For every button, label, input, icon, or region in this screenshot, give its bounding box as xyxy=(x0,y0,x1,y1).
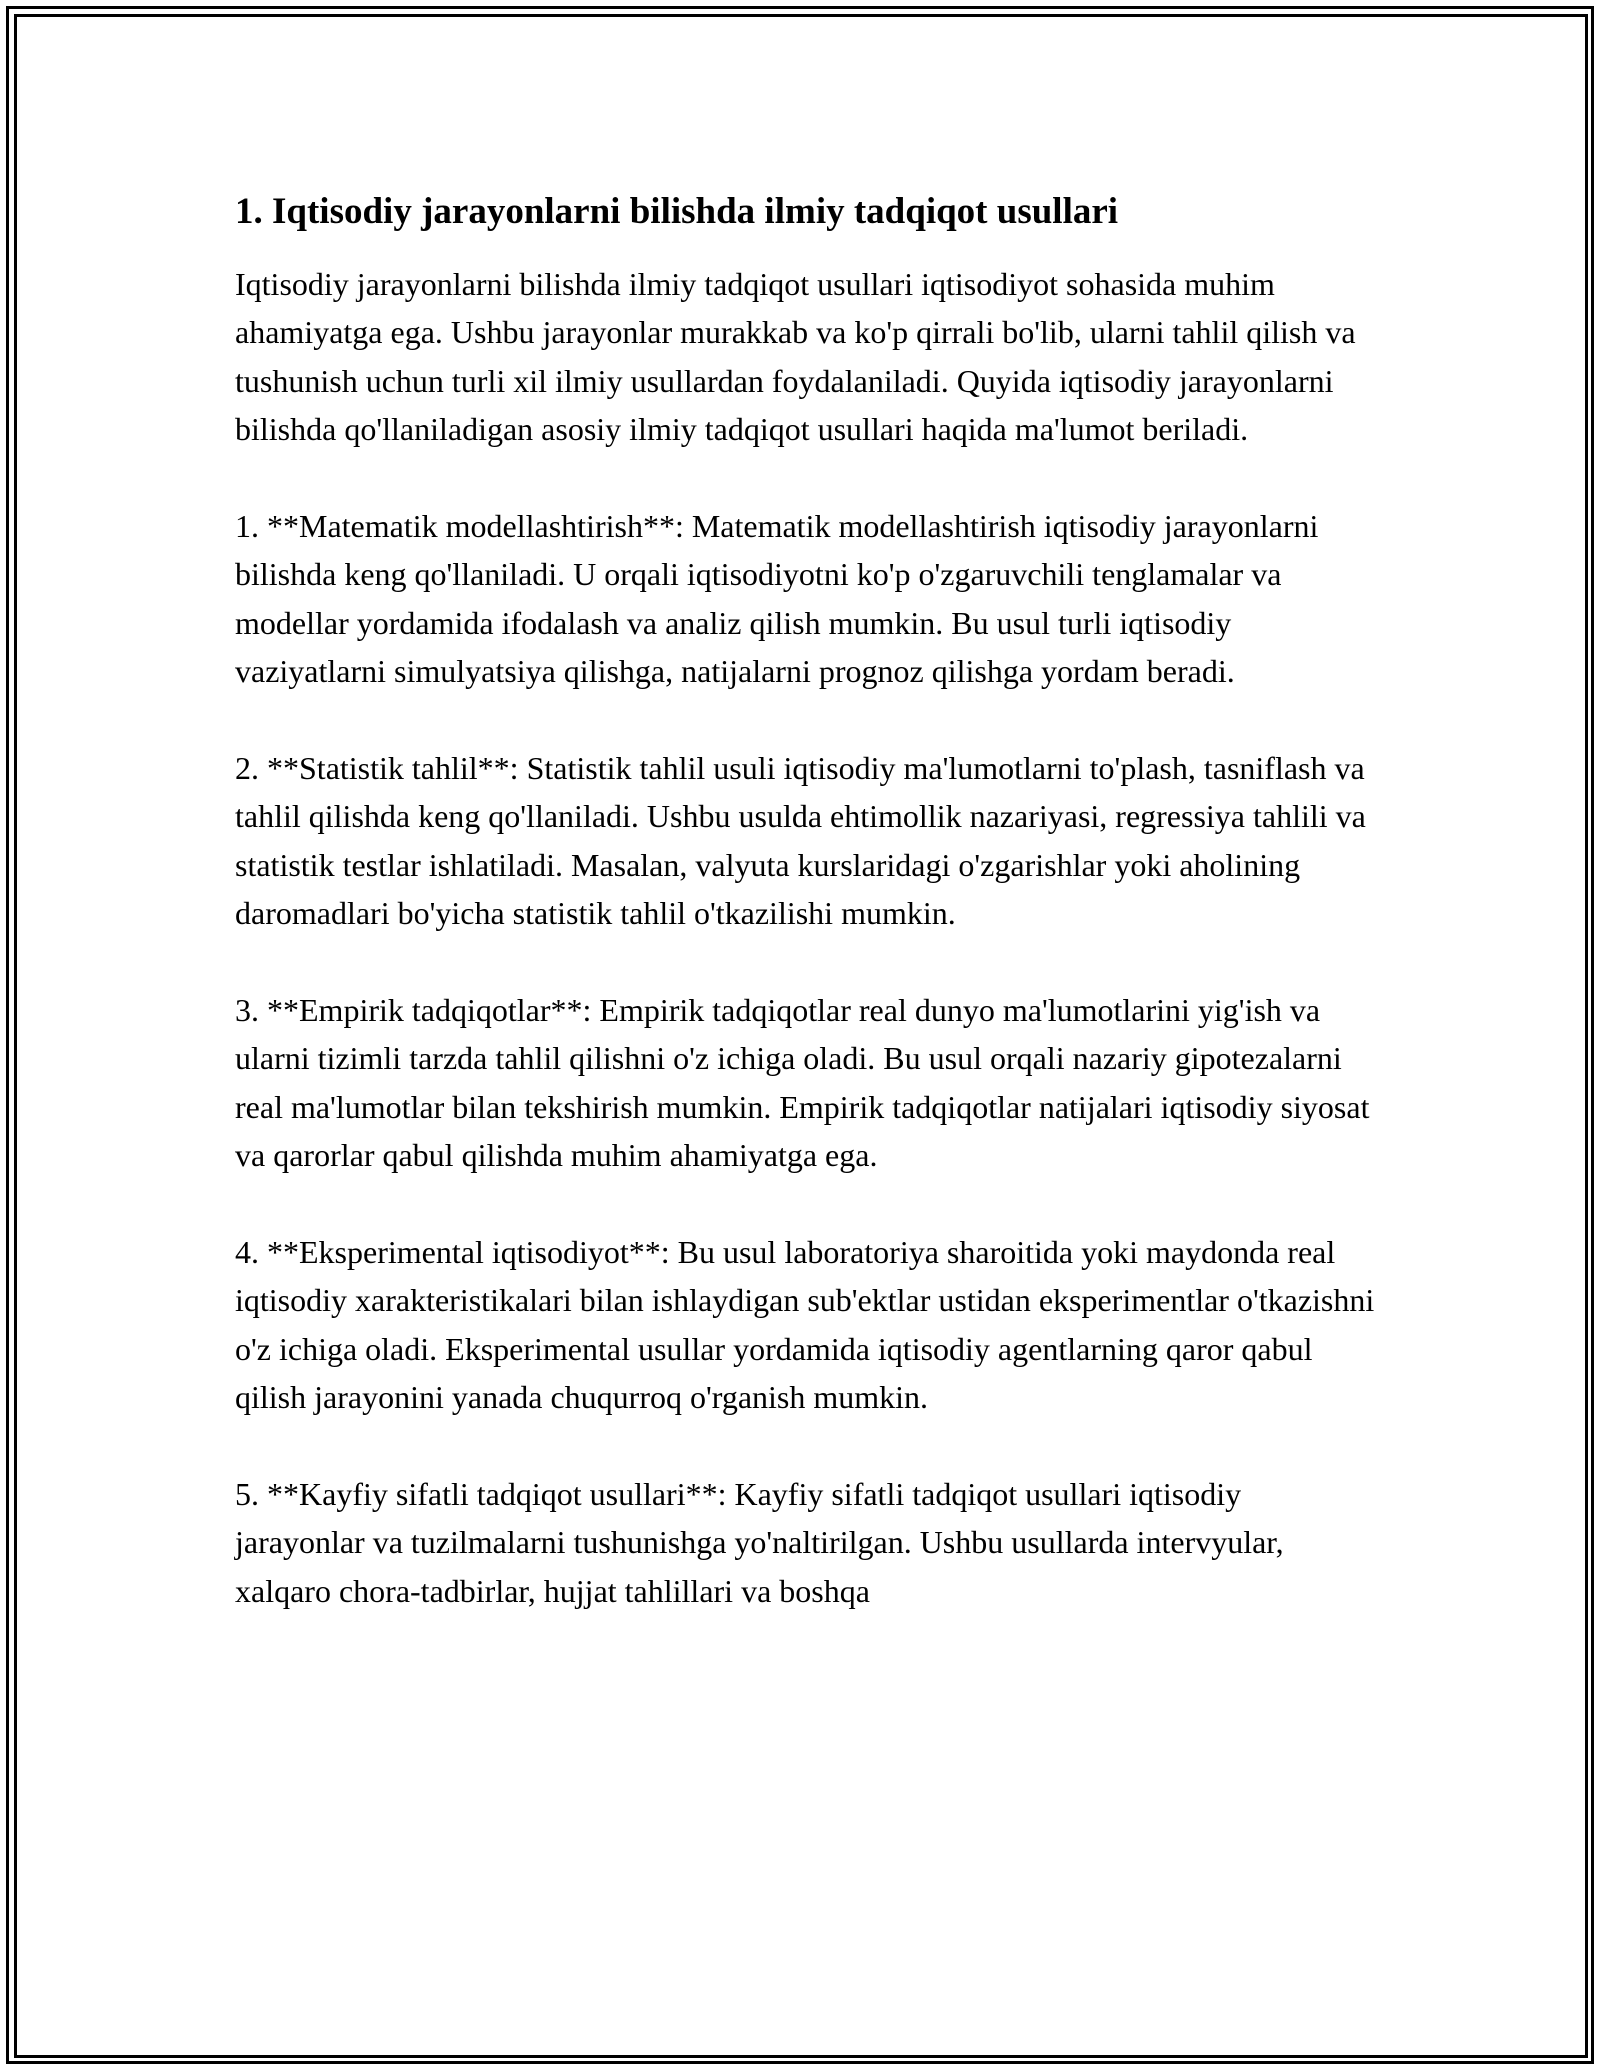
paragraph-item-4: 4. **Eksperimental iqtisodiyot**: Bu usul laboratoriya sharoitida yoki maydonda real iqtisodiy xarakteristikalari bilan ishlaydigan sub'ektlar ustidan eksperimentlar o'tkazishni o'z ichiga oladi. Eksperimental usullar yordamida iqtisodiy agentlarning qaror qabul qilish jarayonini yanada chuqurroq o'rganish mumkin. xyxy=(235,1234,1375,1416)
paragraph-item-3: 3. **Empirik tadqiqotlar**: Empirik tadqiqotlar real dunyo ma'lumotlarini yig'ish va ularni tizimli tarzda tahlil qilishni o'z ichiga oladi. Bu usul orqali nazariy gipotezalarni real ma'lumotlar bilan tekshirish mumkin. Empirik tadqiqotlar natijalari iqtisodiy siyosat va qarorlar qabul qilishda muhim ahamiyatga ega. xyxy=(235,992,1370,1174)
paragraph-item-1: 1. **Matematik modellashtirish**: Matematik modellashtirish iqtisodiy jarayonlarni bilishda keng qo'llaniladi. U orqali iqtisodiyotni ko'p o'zgaruvchili tenglamalar va modellar yordamida ifodalash va analiz qilish mumkin. Bu usul turli iqtisodiy vaziyatlarni simulyatsiya qilishga, natijalarni prognoz qilishga yordam beradi. xyxy=(235,508,1319,690)
paragraph-item-2: 2. **Statistik tahlil**: Statistik tahlil usuli iqtisodiy ma'lumotlarni to'plash, tasniflash va tahlil qilishda keng qo'llaniladi. Ushbu usulda ehtimollik nazariyasi, regressiya tahlili va statistik testlar ishlatiladi. Masalan, valyuta kurslaridagi o'zgarishlar yoki aholining daromadlari bo'yicha statistik tahlil o'tkazilishi mumkin. xyxy=(235,750,1366,932)
paragraph-item-5: 5. **Kayfiy sifatli tadqiqot usullari**: Kayfiy sifatli tadqiqot usullari iqtisodiy jarayonlar va tuzilmalarni tushunishga yo'naltirilgan. Ushbu usullarda intervyular, xalqaro chora-tadbirlar, hujjat tahlillari va boshqa xyxy=(235,1476,1284,1609)
paragraph-intro: Iqtisodiy jarayonlarni bilishda ilmiy tadqiqot usullari iqtisodiyot sohasida muhim ahamiyatga ega. Ushbu jarayonlar murakkab va ko'p qirrali bo'lib, ularni tahlil qilish va tushunish uchun turli xil ilmiy usullardan foydalaniladi. Quyida iqtisodiy jarayonlarni bilishda qo'llaniladigan asosiy ilmiy tadqiqot usullari haqida ma'lumot beriladi. xyxy=(235,266,1356,448)
document-title: 1. Iqtisodiy jarayonlarni bilishda ilmiy tadqiqot usullari xyxy=(235,191,1119,232)
document-body xyxy=(235,180,1375,1664)
